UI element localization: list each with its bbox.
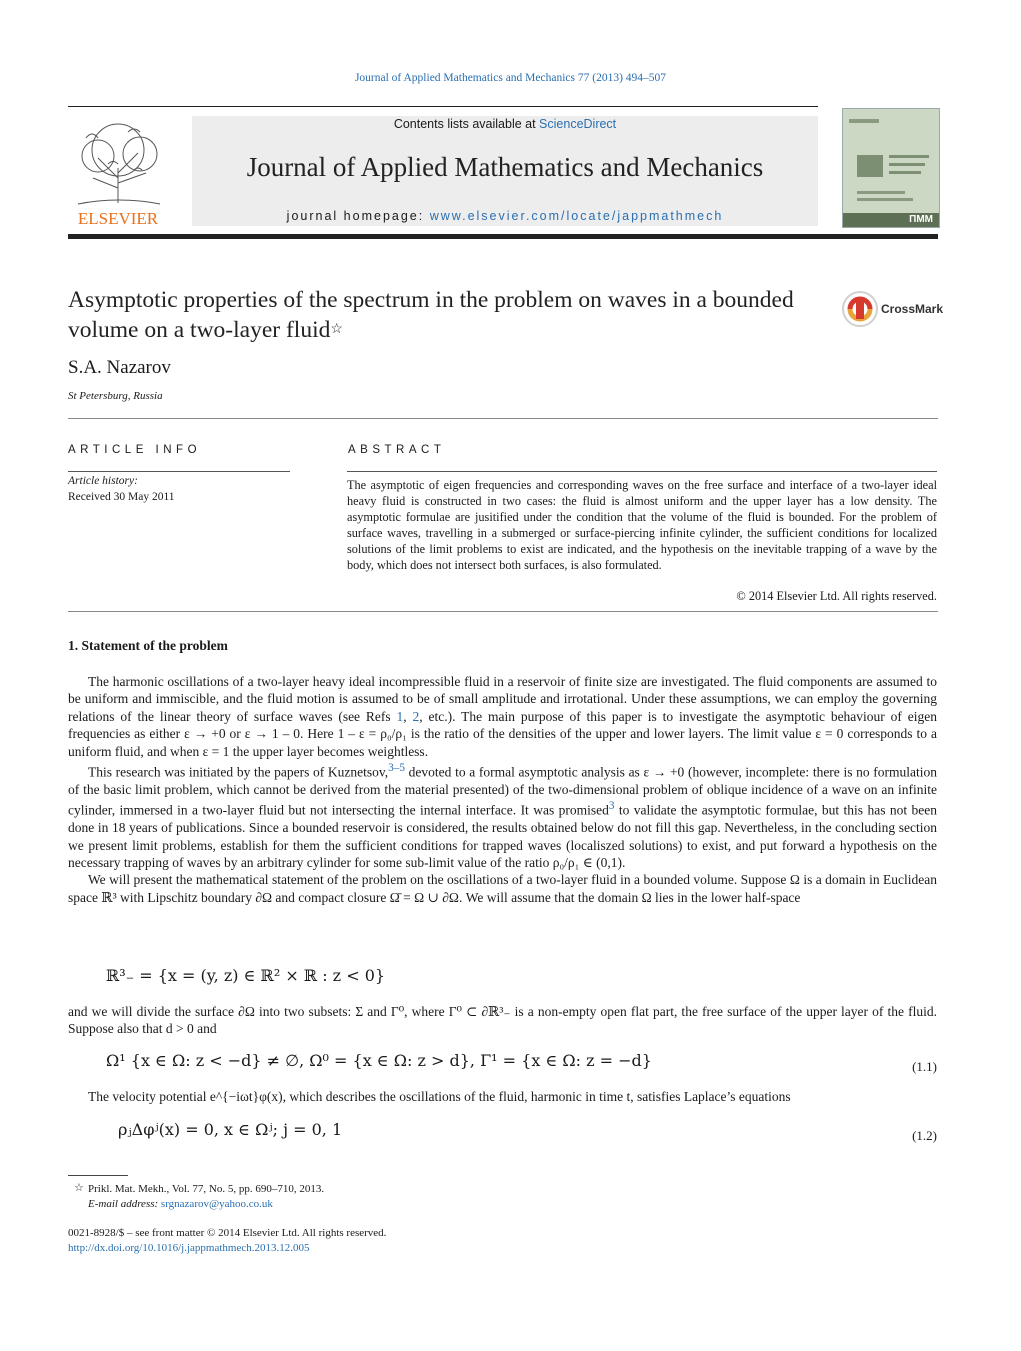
abstract-rule <box>347 471 937 472</box>
footnote-email-line <box>88 1197 273 1212</box>
title-divider <box>68 418 938 419</box>
received-date: Received 30 May 2011 <box>68 491 175 503</box>
cover-line <box>889 155 929 158</box>
paragraph-4: and we will divide the surface ∂Ω into two subsets: Σ and Γ⁰, where Γ⁰ ⊂ ∂ℝ³₋ is a non-empty open flat part, the free surface of the upper layer of the fluid. Suppose also that d > 0 and <box>68 1004 937 1037</box>
crossmark-label: CrossMark <box>881 302 944 316</box>
title-footnote-star[interactable]: ☆ <box>330 322 343 337</box>
paragraph-2 <box>68 760 937 871</box>
ref-1-link[interactable]: 1 <box>396 708 404 724</box>
header-top-rule <box>68 106 818 107</box>
abstract-heading: ABSTRACT <box>348 444 446 456</box>
journal-homepage-line <box>192 209 818 223</box>
journal-cover-thumbnail[interactable] <box>842 108 940 228</box>
ref-3-5-link[interactable]: 3–5 <box>388 762 406 775</box>
paragraph-1-text: The harmonic oscillations of a two-layer heavy ideal incompressible fluid in a reservoir of finite size are investigated. The fluid components are assumed to be uniform and immiscible, and the fluid motion is assumed to be of small amplitude and irrotational. Under these assumptions, we can employ the governing relations of the linear theory of surface waves (see Refs <box>68 674 937 724</box>
paragraph-3: We will present the mathematical statement of the problem on the oscillations of a two-layer fluid in a bounded volume. Suppose Ω is a domain in Euclidean space ℝ³ with Lipschitz boundary ∂Ω and compact closure Ω̄ = Ω ∪ ∂Ω. We will assume that the domain Ω lies in the lower half-space <box>68 872 937 905</box>
contents-prefix: Contents lists available at <box>393 117 540 131</box>
article-title-text: Asymptotic properties of the spectrum in the problem on waves in a bounded volume on a two-layer fluid <box>68 287 794 343</box>
elsevier-wordmark: ELSEVIER <box>77 209 159 228</box>
paragraph-1-text-cont: , etc.). The main purpose of this paper is to investigate the asymptotic behaviour of eigen frequencies as either ε → +0 or ε → 1 – 0. Here 1 – ε = ρ₀/ρ₁ is the ratio of the densities of the upper and lower layers. The limit value ε = 0 corresponds to a uniform fluid, and when ε = 1 the upper layer becomes weightless. <box>68 708 938 759</box>
cover-title: ПММ <box>843 213 939 227</box>
paragraph-2-text: This research was initiated by the papers of Kuznetsov, <box>88 764 389 780</box>
cover-line <box>889 163 925 166</box>
paragraph-2-text-cont: devoted to a formal asymptotic analysis as ε → +0 (however, incomplete: there is no formulation of the basic limit problem, which cannot be derived from the material presented) of the two-dimensional problem of oblique incidence of a wave on an infinite cylinder, immersed in a two-layer fluid but not intersecting the internal interface. It was promised <box>68 764 938 818</box>
author-affiliation: St Petersburg, Russia <box>68 390 163 402</box>
ref-2-link[interactable]: 2 <box>412 708 420 724</box>
journal-citation[interactable]: Journal of Applied Mathematics and Mechanics 77 (2013) 494–507 <box>354 72 667 84</box>
footnote-original-source: Prikl. Mat. Mekh., Vol. 77, No. 5, pp. 690–710, 2013. <box>88 1183 325 1195</box>
equation-halfspace: ℝ³₋ = {x = (y, z) ∈ ℝ² × ℝ : z < 0} <box>106 966 386 985</box>
article-history-label: Article history: <box>68 475 138 487</box>
journal-title: Journal of Applied Mathematics and Mechanics <box>246 152 764 182</box>
equation-1-1: Ω¹ {x ∈ Ω: z < −d} ≠ ∅, Ω⁰ = {x ∈ Ω: z > d}, Γ¹ = {x ∈ Ω: z = −d} <box>106 1051 652 1070</box>
section-1-body-cont2 <box>68 1088 937 1105</box>
abstract-text: The asymptotic of eigen frequencies and corresponding waves on the free surface and interface of a two-layer ideal heavy fluid is constructed in two cases: the fluid is almost uniform and the upper layer has a low density. The asymptotic formulae are jusitified under the condition that the volume of the fluid is bounded. For the problem of surface waves, travelling in a submerged or surface-piercing infinite cylinder, the sufficient conditions for localized solutions of the limit problems to exist are indicated, and the hypothesis on the inevitable trapping of a wave by the body, which does not intersect both surfaces, is also formulated. <box>347 478 937 572</box>
cover-line <box>857 198 913 201</box>
homepage-link[interactable]: www.elsevier.com/locate/jappmathmech <box>429 209 724 223</box>
email-label: E-mail address: <box>88 1198 159 1210</box>
section-1-heading: 1. Statement of the problem <box>68 638 228 653</box>
author-email-link[interactable]: srgnazarov@yahoo.co.uk <box>160 1198 273 1210</box>
article-info-heading: ARTICLE INFO <box>68 444 202 456</box>
article-title <box>68 285 828 345</box>
footnote-rule <box>68 1175 128 1176</box>
cover-emblem <box>857 155 883 177</box>
crossmark-badge[interactable] <box>841 290 944 330</box>
elsevier-tree-logo <box>68 118 168 228</box>
abstract-copyright: © 2014 Elsevier Ltd. All rights reserved. <box>736 589 937 603</box>
issn-line: 0021-8928/$ – see front matter © 2014 Elsevier Ltd. All rights reserved. <box>68 1227 387 1239</box>
equation-number-1-2: (1.2) <box>912 1128 937 1143</box>
section-1-body-cont <box>68 1003 937 1038</box>
equation-number-1-1: (1.1) <box>912 1059 937 1074</box>
article-info-rule <box>68 471 290 472</box>
crossmark-icon <box>841 290 879 328</box>
author-name: S.A. Nazarov <box>68 357 171 378</box>
equation-1-2: ρⱼΔφʲ(x) = 0, x ∈ Ωʲ; j = 0, 1 <box>118 1120 343 1139</box>
cover-stripe <box>849 119 879 123</box>
section-1-body <box>68 673 937 906</box>
doi-link[interactable]: http://dx.doi.org/10.1016/j.jappmathmech.2013.12.005 <box>68 1242 310 1254</box>
cover-line <box>889 171 921 174</box>
cover-line <box>857 191 905 194</box>
paragraph-5: The velocity potential e^{−iωt}φ(x), which describes the oscillations of the fluid, harmonic in time t, satisfies Laplace’s equations <box>88 1089 791 1104</box>
header-bottom-rule <box>68 234 938 239</box>
homepage-prefix: journal homepage: <box>286 209 430 223</box>
paragraph-1: The harmonic oscillations of a two-layer heavy ideal incompressible fluid in a reservoir of finite size are investigated. The fluid components are assumed to be uniform and immiscible, and the fluid motion is assumed to be of small amplitude and irrotational. Under these assumptions, we can employ the governing relations of the linear theory of surface waves (see Refs 1, 2, etc.). The main purpose of this paper is to investigate the asymptotic behaviour of eigen frequencies as either ε → +0 or ε → 1 – 0. Here 1 – ε = ρ₀/ρ₁ is the ratio of the densities of the upper and lower layers. The limit value ε = 0 corresponds to a uniform fluid, and when ε = 1 the upper layer becomes weightless. <box>68 674 938 759</box>
paragraph-2-text-end: to validate the asymptotic formulae, but this has not been done in 18 years of publications. Since a bounded reservoir is considered, the results obtained below do not fill this gap. Nevertheless, in the concluding section we present limit problems, establish for them the sufficient conditions for trapped waves (localiszed solutions) to exist, and put forward a hypothesis on the necessary trapping of waves by an arbitrary cylinder for some sub-limit value of the ratio ρ₀/ρ₁ ∈ (0,1). <box>68 802 937 871</box>
sciencedirect-link[interactable]: ScienceDirect <box>539 117 617 131</box>
ref-3-link[interactable]: 3 <box>608 800 615 813</box>
contents-line <box>192 117 818 131</box>
footnote-star: ☆ <box>74 1182 84 1194</box>
abstract-divider <box>68 611 938 612</box>
